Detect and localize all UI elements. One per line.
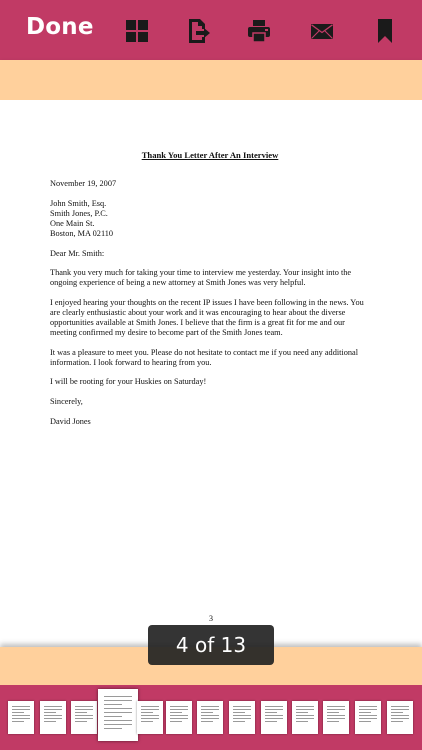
thumbnail-text-line [104, 704, 122, 705]
thumbnail-text-line [141, 712, 153, 713]
thumbnail-text-line [201, 706, 219, 707]
paragraph-line: ongoing experience of being a new attorney at Smith Jones was very helpful. [50, 278, 306, 288]
thumbnail-text-line [44, 706, 62, 707]
thumbnail-text-line [296, 709, 314, 710]
letter-paragraph [50, 298, 370, 338]
thumbnail-text-line [104, 708, 132, 709]
page-thumbnail[interactable] [387, 701, 413, 734]
thumbnail-text-line [170, 715, 188, 716]
thumbnail-text-line [170, 706, 188, 707]
thumbnail-text-line [104, 696, 132, 697]
paragraph-line: Thank you very much for taking your time to interview me yesterday. Your insight into the [50, 268, 352, 278]
paragraph-line: It was a pleasure to meet you. Please do not hesitate to contact me if you need any additional [50, 347, 359, 357]
thumbnail-text-line [75, 715, 93, 716]
paragraph-line: I enjoyed hearing your thoughts on the recent IP issues I have been following in the news. You [50, 297, 364, 307]
thumbnail-text-line [104, 724, 132, 725]
thumbnail-text-line [75, 721, 87, 722]
thumbnail-text-line [265, 706, 283, 707]
address-line: Smith Jones, P.C. [50, 208, 108, 218]
thumbnail-text-line [75, 718, 93, 719]
thumbnail-text-line [327, 721, 339, 722]
page-thumbnail[interactable] [292, 701, 318, 734]
thumbnail-text-line [141, 706, 159, 707]
address-line: One Main St. [50, 218, 95, 228]
thumbnail-strip [0, 685, 422, 750]
page-thumbnail[interactable] [355, 701, 381, 734]
thumbnail-text-line [12, 718, 30, 719]
thumbnail-text-line [12, 712, 24, 713]
thumbnail-text-line [359, 712, 371, 713]
thumbnail-text-line [296, 706, 314, 707]
page-counter-badge: 4 of 13 [148, 625, 274, 665]
print-icon[interactable] [246, 18, 272, 44]
thumbnail-text-line [359, 706, 377, 707]
thumbnail-grid-icon[interactable] [124, 18, 150, 44]
thumbnail-text-line [44, 718, 62, 719]
page-thumbnail[interactable] [197, 701, 223, 734]
letter-signature: David Jones [50, 416, 91, 426]
thumbnail-text-line [391, 718, 409, 719]
thumbnail-text-line [359, 709, 377, 710]
mail-icon[interactable] [309, 18, 335, 44]
thumbnail-text-line [391, 712, 403, 713]
paragraph-line: opportunities available at Smith Jones. I believe that the firm is a great fit for me and our [50, 318, 345, 328]
thumbnail-text-line [104, 720, 132, 721]
recipient-address [50, 199, 370, 239]
thumbnail-text-line [201, 712, 213, 713]
paragraph-line: are clearly enthusiastic about your work and it was encouraging to hear about the diverse [50, 307, 346, 317]
thumbnail-text-line [44, 712, 56, 713]
page-thumbnail[interactable] [71, 701, 97, 734]
document-page[interactable] [0, 100, 422, 647]
thumbnail-text-line [327, 718, 345, 719]
thumbnail-text-line [170, 709, 188, 710]
thumbnail-text-line [44, 715, 62, 716]
page-thumbnail[interactable] [8, 701, 34, 734]
thumbnail-text-line [233, 715, 251, 716]
thumbnail-text-line [296, 718, 314, 719]
thumbnail-text-line [170, 712, 182, 713]
thumbnail-text-line [296, 712, 308, 713]
thumbnail-text-line [359, 718, 377, 719]
thumbnail-text-line [391, 709, 409, 710]
thumbnail-text-line [201, 715, 219, 716]
page-thumbnail[interactable] [166, 701, 192, 734]
thumbnail-text-line [233, 706, 251, 707]
letter-salutation: Dear Mr. Smith: [50, 248, 105, 258]
letter-title: Thank You Letter After An Interview [141, 150, 279, 160]
page-thumbnail[interactable] [323, 701, 349, 734]
address-line: John Smith, Esq. [50, 198, 107, 208]
thumbnail-text-line [12, 721, 24, 722]
thumbnail-text-line [12, 709, 30, 710]
thumbnail-text-line [104, 700, 132, 701]
page-thumbnail[interactable] [261, 701, 287, 734]
thumbnail-text-line [170, 721, 182, 722]
page-thumbnail[interactable] [137, 701, 163, 734]
thumbnail-text-line [233, 709, 251, 710]
thumbnail-text-line [44, 721, 56, 722]
letter-date: November 19, 2007 [50, 179, 117, 189]
thumbnail-text-line [233, 721, 245, 722]
top-toolbar [0, 0, 422, 60]
thumbnail-text-line [141, 718, 159, 719]
page-number: 3 [209, 614, 213, 623]
thumbnail-text-line [170, 718, 188, 719]
address-line: Boston, MA 02110 [50, 228, 114, 238]
letter-paragraph [50, 377, 370, 387]
paragraph-line: I will be rooting for your Huskies on Saturday! [50, 377, 207, 387]
done-button[interactable]: Done [26, 14, 94, 40]
thumbnail-text-line [265, 715, 283, 716]
thumbnail-text-line [265, 721, 277, 722]
thumbnail-text-line [296, 715, 314, 716]
thumbnail-text-line [201, 718, 219, 719]
thumbnail-text-line [265, 709, 283, 710]
thumbnail-text-line [75, 709, 93, 710]
thumbnail-text-line [141, 709, 159, 710]
thumbnail-text-line [12, 715, 30, 716]
thumbnail-text-line [104, 712, 132, 713]
thumbnail-text-line [327, 712, 339, 713]
thumbnail-text-line [104, 716, 122, 717]
share-export-icon[interactable] [185, 18, 211, 44]
thumbnail-text-line [327, 715, 345, 716]
thumbnail-text-line [233, 718, 251, 719]
document-top-band [0, 60, 422, 100]
page-thumbnail[interactable] [229, 701, 255, 734]
thumbnail-text-line [359, 721, 371, 722]
letter-paragraph [50, 348, 370, 368]
thumbnail-text-line [265, 718, 283, 719]
thumbnail-text-line [75, 712, 87, 713]
thumbnail-text-line [265, 712, 277, 713]
letter-body [50, 150, 370, 436]
thumbnail-text-line [141, 715, 159, 716]
paragraph-line: information. I look forward to hearing from you. [50, 357, 212, 367]
thumbnail-text-line [104, 728, 122, 729]
thumbnail-text-line [391, 706, 409, 707]
thumbnail-text-line [201, 721, 213, 722]
thumbnail-text-line [296, 721, 308, 722]
page-thumbnail-current[interactable] [98, 689, 138, 741]
thumbnail-text-line [75, 706, 93, 707]
thumbnail-text-line [327, 706, 345, 707]
thumbnail-text-line [391, 721, 403, 722]
thumbnail-text-line [12, 706, 30, 707]
bookmark-icon[interactable] [372, 18, 398, 44]
page-thumbnail[interactable] [40, 701, 66, 734]
thumbnail-text-line [327, 709, 345, 710]
thumbnail-text-line [201, 709, 219, 710]
thumbnail-text-line [359, 715, 377, 716]
thumbnail-text-line [44, 709, 62, 710]
thumbnail-text-line [233, 712, 245, 713]
letter-closing: Sincerely, [50, 397, 83, 406]
paragraph-line: meeting confirmed my desire to become part of the Smith Jones team. [50, 328, 283, 338]
letter-paragraph [50, 268, 370, 288]
thumbnail-text-line [391, 715, 409, 716]
thumbnail-text-line [141, 721, 153, 722]
